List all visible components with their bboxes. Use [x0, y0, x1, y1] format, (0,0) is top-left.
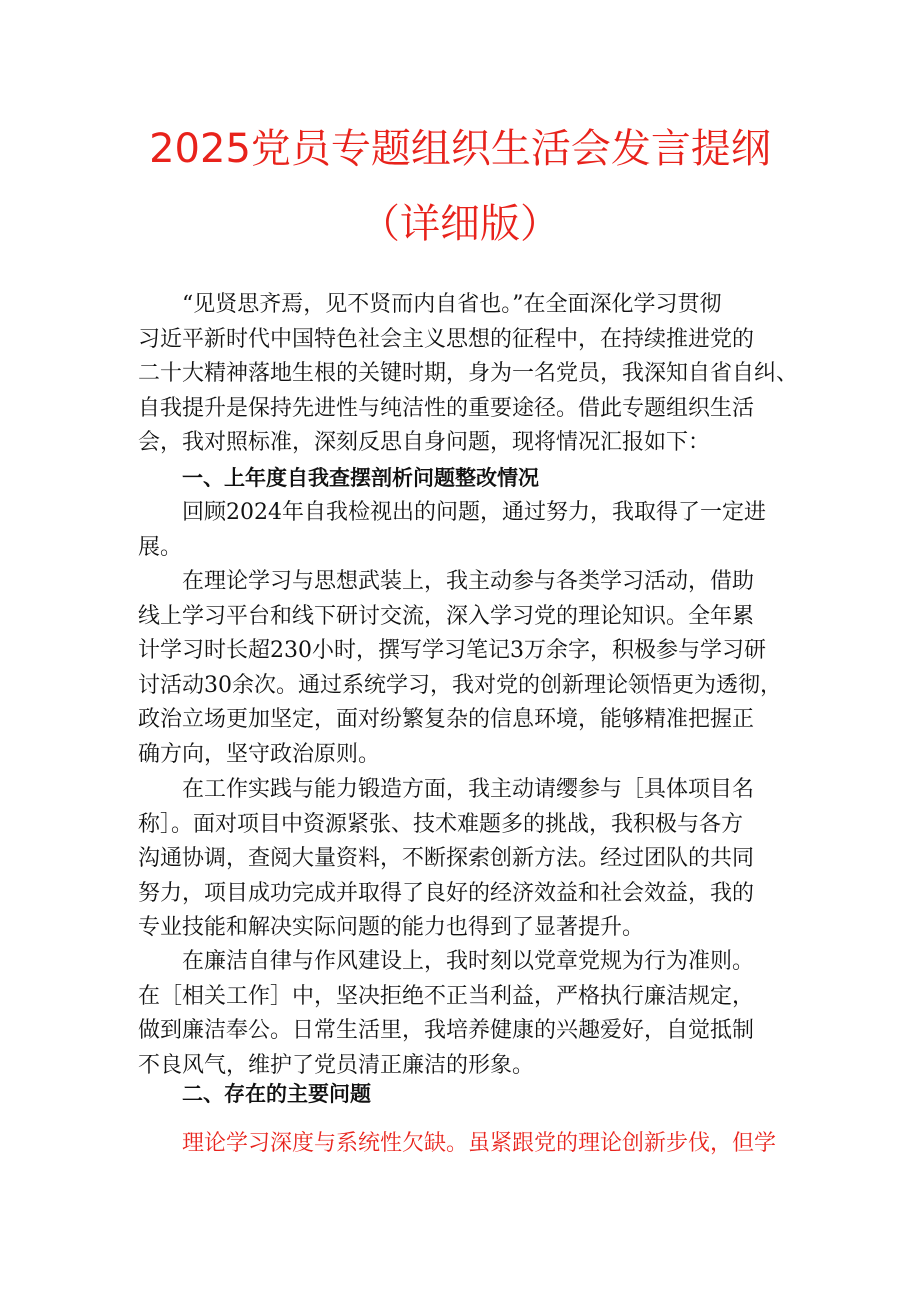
section-heading-2 — [138, 1077, 798, 1112]
text-line: 政治立场更加坚定，面对纷繁复杂的信息环境，能够精准把握正 — [138, 707, 755, 732]
section-heading-1 — [138, 461, 798, 496]
text-line: 不良风气，维护了党员清正廉洁的形象。 — [138, 1052, 535, 1078]
section1-paragraph-2 — [138, 565, 798, 772]
text-line: 沟通协调，查阅大量资料，不断探索创新方法。经过团队的共同 — [138, 846, 755, 871]
text-line: 线上学习平台和线下研讨交流，深入学习党的理论知识。全年累 — [138, 603, 755, 629]
section-heading-text: 二、存在的主要问题 — [182, 1082, 371, 1106]
text-line: 习近平新时代中国特色社会主义思想的征程中，在持续推进党的 — [138, 326, 755, 352]
text-line: 在工作实践与能力锻造方面，我主动请缨参与［具体项目名 — [182, 777, 755, 802]
text-line: 专业技能和解决实际问题的能力也得到了显著提升。 — [138, 915, 645, 940]
document-subtitle: （详细版） — [360, 201, 560, 247]
text-line: 在［相关工作］中，坚决拒绝不正当利益，严格执行廉洁规定， — [138, 983, 755, 1009]
section-heading-text: 一、上年度自我查摆剖析问题整改情况 — [182, 466, 539, 490]
section2-paragraph-1 — [138, 1127, 798, 1162]
text-line: 在廉洁自律与作风建设上，我时刻以党章党规为行为准则。 — [182, 949, 755, 974]
text-line: 展。 — [138, 534, 183, 560]
text-line: 回顾2024年自我检视出的问题，通过努力，我取得了一定进 — [182, 500, 766, 525]
document-title: 2025党员专题组织生活会发言提纲 — [149, 126, 771, 172]
section1-paragraph-1 — [138, 496, 798, 565]
text-line: 自我提升是保持先进性与纯洁性的重要途径。借此专题组织生活 — [138, 395, 755, 421]
text-line: 做到廉洁奉公。日常生活里，我培养健康的兴趣爱好，自觉抵制 — [138, 1018, 755, 1043]
text-line: “见贤思齐焉，见不贤而内自省也。”在全面深化学习贯彻 — [182, 292, 722, 317]
text-line: 称］。面对项目中资源紧张、技术难题多的挑战，我积极与各方 — [138, 811, 744, 837]
text-line: 确方向，坚守政治原则。 — [138, 741, 381, 767]
text-line: 二十大精神落地生根的关键时期，身为一名党员，我深知自省自纠、 — [138, 361, 799, 386]
text-line: 会，我对照标准，深刻反思自身问题，现将情况汇报如下： — [138, 430, 711, 455]
text-line: 努力，项目成功完成并取得了良好的经济效益和社会效益，我的 — [138, 880, 755, 906]
text-line: 讨活动30余次。通过系统学习，我对党的创新理论领悟更为透彻， — [138, 672, 782, 698]
text-line: 在理论学习与思想武装上，我主动参与各类学习活动，借助 — [182, 569, 755, 594]
section1-paragraph-3 — [138, 773, 798, 946]
section1-paragraph-4 — [138, 945, 798, 1083]
text-line: 理论学习深度与系统性欠缺。虽紧跟党的理论创新步伐，但学 — [182, 1131, 777, 1156]
text-line: 计学习时长超230小时，撰写学习笔记3万余字，积极参与学习研 — [138, 638, 766, 663]
intro-paragraph — [138, 288, 798, 461]
